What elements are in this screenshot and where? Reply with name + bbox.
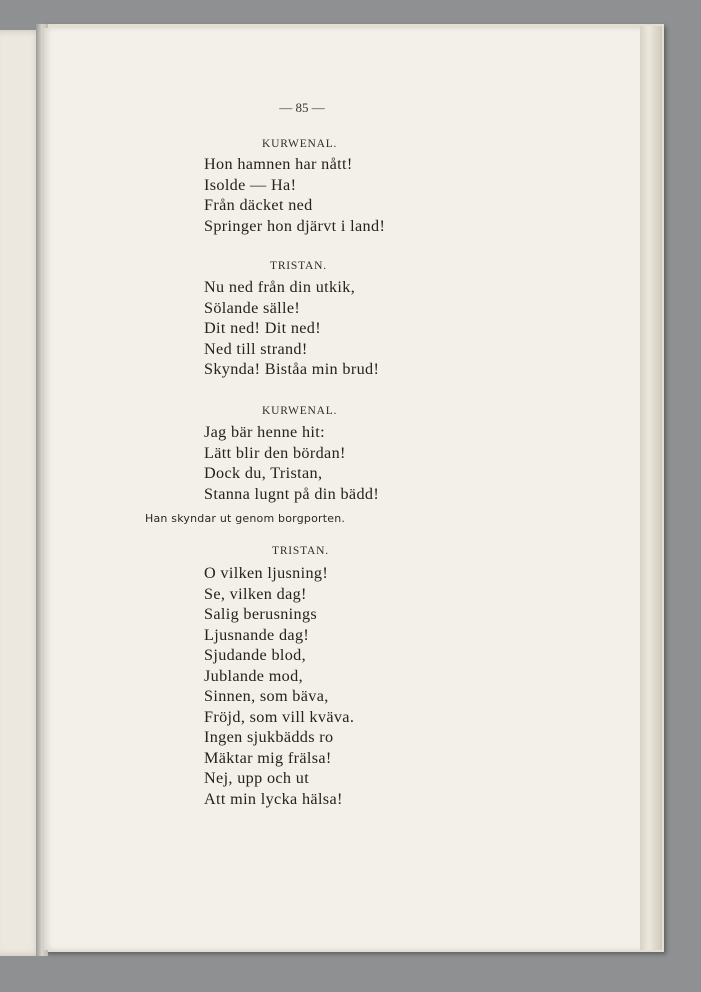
verse-line: Se, vilken dag! [204, 584, 307, 603]
verse-block [204, 154, 385, 236]
verse-line: Sölande sälle! [204, 298, 301, 317]
verse-block [204, 277, 379, 380]
verse-line: Springer hon djärvt i land! [204, 216, 386, 235]
page-number: — 85 — [279, 100, 325, 115]
verse-line: Isolde — Ha! [204, 175, 297, 194]
verse-line: Ingen sjukbädds ro [204, 728, 334, 746]
page-edge-right [640, 26, 662, 950]
verse-line: Fröjd, som vill kväva. [204, 707, 355, 726]
speaker-name: TRISTAN. [270, 260, 327, 272]
stage-direction: Han skyndar ut genom borgporten. [145, 512, 346, 525]
verse-line: Nej, upp och ut [204, 769, 310, 787]
verse-line: Från däcket ned [204, 196, 313, 214]
verse-line: Mäktar mig frälsa! [204, 748, 332, 767]
verse-line: Ljusnande dag! [204, 625, 310, 644]
verse-line: Lätt blir den bördan! [204, 443, 346, 462]
verse-line: Jag bär henne hit: [204, 423, 325, 441]
verse-line: Hon hamnen har nått! [204, 155, 353, 173]
verse-line: Dit ned! Dit ned! [204, 319, 321, 337]
verse-line: Dock du, Tristan, [204, 464, 323, 482]
verse-line: Nu ned från din utkik, [204, 278, 356, 296]
verse-line: Salig berusnings [204, 605, 318, 623]
verse-line: Sinnen, som bäva, [204, 687, 329, 705]
verse-line: O vilken ljusning! [204, 564, 329, 582]
speaker-name: KURWENAL. [262, 138, 338, 150]
verse-line: Jublande mod, [204, 666, 303, 685]
speaker-name: KURWENAL. [262, 405, 338, 417]
verse-line: Skynda! Biståa min brud! [204, 360, 380, 378]
speaker-name: TRISTAN. [272, 545, 329, 557]
verse-line: Stanna lugnt på din bädd! [204, 484, 380, 503]
verse-line: Ned till strand! [204, 339, 308, 358]
verse-block [204, 563, 354, 809]
verse-line: Att min lycka hälsa! [204, 789, 343, 808]
verse-line: Sjudande blod, [204, 646, 307, 664]
verse-block [204, 422, 379, 504]
